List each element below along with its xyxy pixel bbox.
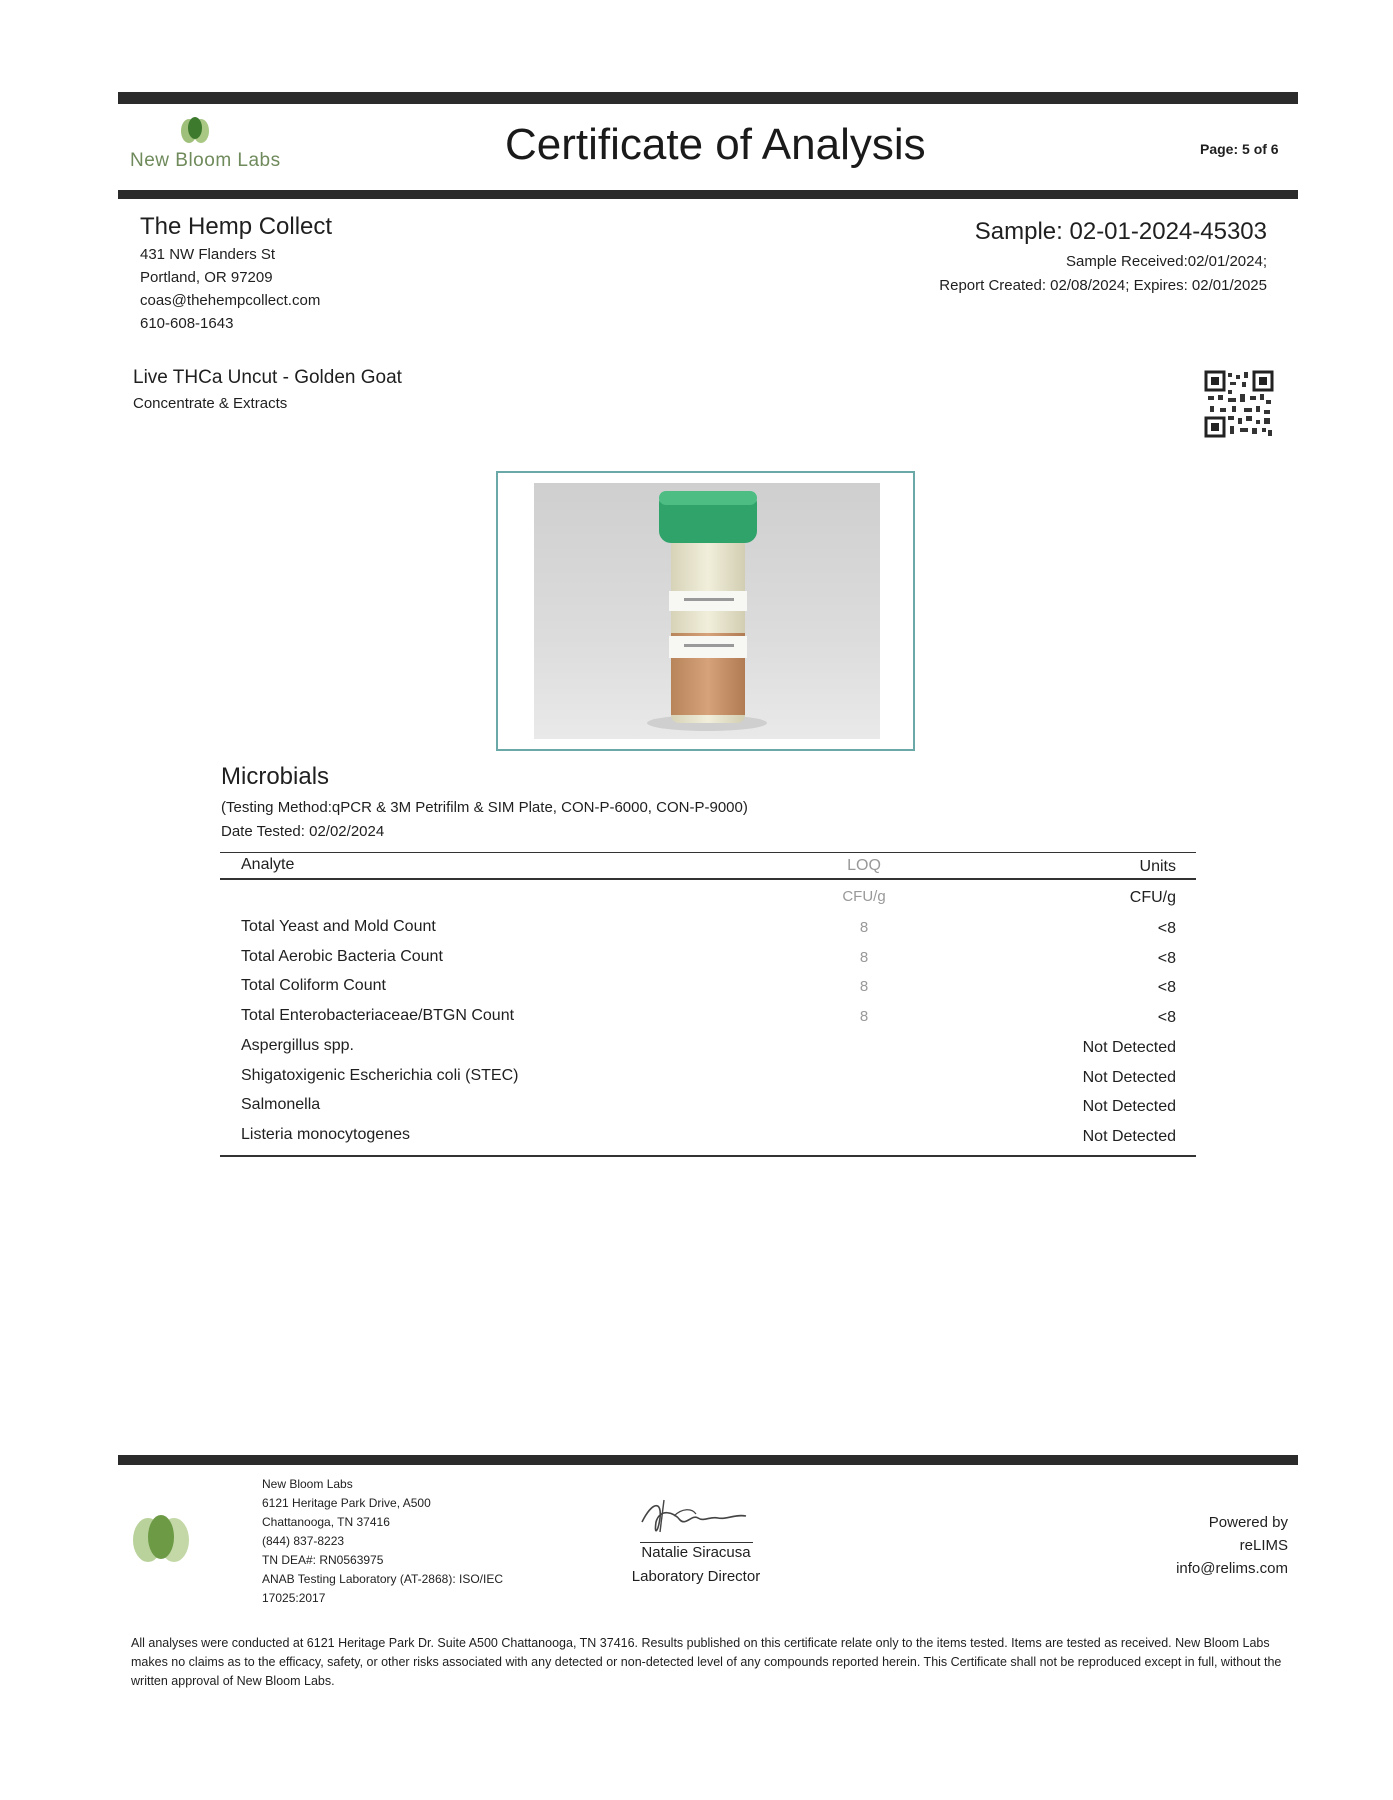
result-value: Not Detected (1082, 1098, 1176, 1115)
lab-accreditation-1: ANAB Testing Laboratory (AT-2868): ISO/IEC (262, 1572, 503, 1586)
lab-accreditation-2: 17025:2017 (262, 1591, 326, 1605)
lab-address-line1: 6121 Heritage Park Drive, A500 (262, 1496, 431, 1510)
lab-dea: TN DEA#: RN0563975 (262, 1553, 384, 1567)
powered-by-label: Powered by (1208, 1514, 1288, 1531)
date-tested: Date Tested: 02/02/2024 (221, 823, 385, 840)
result-value: <8 (1157, 1009, 1176, 1026)
loq-value: 8 (859, 949, 869, 966)
powered-by-email[interactable]: info@relims.com (1176, 1560, 1288, 1577)
analyte-name: Total Yeast and Mold Count (241, 918, 436, 935)
qr-code-icon[interactable] (1204, 370, 1274, 443)
product-category: Concentrate & Extracts (133, 395, 288, 412)
client-phone: 610-608-1643 (140, 315, 234, 332)
powered-by-block (1176, 1511, 1288, 1580)
lab-logo-mark (178, 112, 212, 151)
sample-photo (534, 483, 880, 739)
header-bottom-rule (118, 190, 1298, 199)
analyte-name: Total Enterobacteriaceae/BTGN Count (241, 1007, 515, 1024)
section-title: Microbials (221, 763, 330, 790)
result-value: Not Detected (1082, 1128, 1176, 1145)
header-top-rule (118, 92, 1298, 104)
client-address-line2: Portland, OR 97209 (140, 269, 273, 286)
powered-by-name: reLIMS (1239, 1537, 1288, 1554)
client-email: coas@thehempcollect.com (140, 292, 321, 309)
result-value: <8 (1157, 979, 1176, 996)
client-address-line1: 431 NW Flanders St (140, 246, 276, 263)
analyte-name: Listeria monocytogenes (241, 1126, 410, 1143)
sample-id: Sample: 02-01-2024-45303 (974, 218, 1267, 245)
result-value: Not Detected (1082, 1039, 1176, 1056)
loq-value: 8 (859, 919, 869, 936)
result-value: <8 (1157, 920, 1176, 937)
analyte-name: Shigatoxigenic Escherichia coli (STEC) (241, 1067, 519, 1084)
result-unit: CFU/g (1129, 889, 1176, 906)
lab-contact (262, 1475, 503, 1608)
lab-logo-text: New Bloom Labs (130, 150, 281, 171)
lab-name: New Bloom Labs (262, 1477, 353, 1491)
loq-value: 8 (859, 1008, 869, 1025)
analyte-name: Total Coliform Count (241, 977, 386, 994)
client-address (140, 243, 320, 335)
column-header-loq: LOQ (847, 857, 881, 874)
page-title: Certificate of Analysis (505, 120, 926, 169)
table-bottom-rule (220, 1155, 1196, 1157)
sample-received: Sample Received:02/01/2024; (1066, 253, 1267, 270)
results-table (220, 852, 1196, 1164)
loq-value: 8 (859, 978, 869, 995)
disclaimer: All analyses were conducted at 6121 Heritage Park Dr. Suite A500 Chattanooga, TN 37416. Results published on this certificate relate only to the items tested. Items are tested as received. New Bloom Labs makes no claims as to the efficacy, safety, or other risks associated with any detected or non-detected level of any compounds reported herein. This Certificate shall not be reproduced except in full, without the written approval of New Bloom Labs. (131, 1636, 1282, 1688)
analyte-name: Aspergillus spp. (241, 1037, 354, 1054)
signature-line (640, 1542, 753, 1543)
testing-method: (Testing Method:qPCR & 3M Petrifilm & SIM Plate, CON-P-6000, CON-P-9000) (221, 799, 748, 816)
analyte-name: Total Aerobic Bacteria Count (241, 948, 443, 965)
signature-image (634, 1492, 754, 1545)
column-header-units: Units (1139, 858, 1176, 875)
product-name: Live THCa Uncut - Golden Goat (133, 367, 402, 388)
column-header-analyte: Analyte (241, 856, 295, 873)
result-value: Not Detected (1082, 1069, 1176, 1086)
lab-address-line2: Chattanooga, TN 37416 (262, 1515, 390, 1529)
lab-phone: (844) 837-8223 (262, 1534, 345, 1548)
signer-name: Natalie Siracusa (641, 1544, 751, 1561)
leaf-logo-icon (178, 112, 212, 146)
page-number: Page: 5 of 6 (1200, 141, 1279, 157)
report-dates: Report Created: 02/08/2024; Expires: 02/01/2025 (939, 277, 1267, 294)
footer-logo-icon (128, 1510, 194, 1569)
result-value: <8 (1157, 950, 1176, 967)
sample-vial-image (534, 483, 880, 739)
signer-title: Laboratory Director (631, 1568, 761, 1585)
header-rule (220, 878, 1196, 880)
analyte-name: Salmonella (241, 1096, 321, 1113)
footer-rule (118, 1455, 1298, 1465)
client-name: The Hemp Collect (140, 213, 333, 240)
loq-unit: CFU/g (842, 888, 886, 905)
